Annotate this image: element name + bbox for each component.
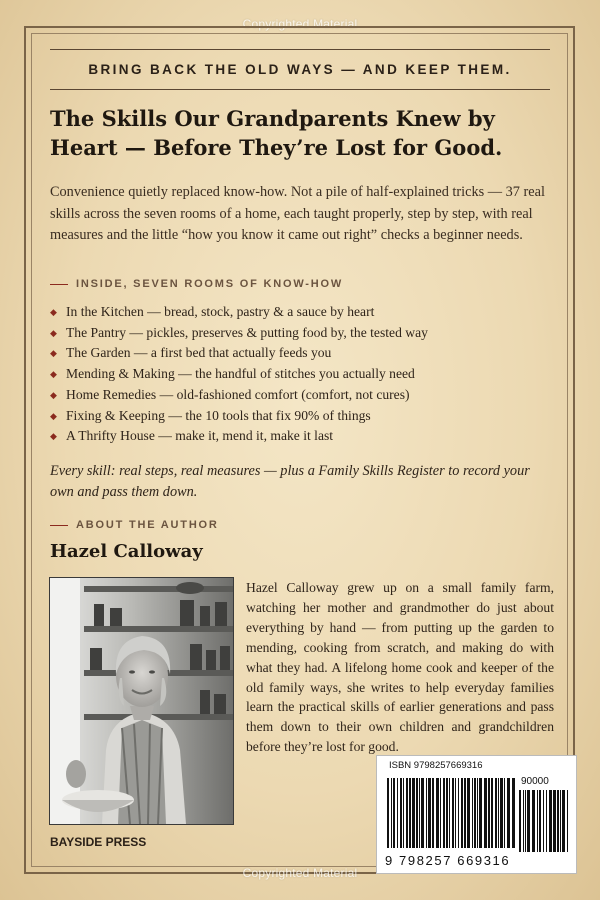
list-item [50,302,555,323]
diamond-bullet-icon: ◆ [50,327,57,338]
barcode-box [376,755,577,874]
author-heading-text: ABOUT THE AUTHOR [76,519,219,531]
list-item-text: In the Kitchen — bread, stock, pastry & a sauce by heart [66,304,375,319]
price-barcode-icon [519,790,569,852]
price-code: 90000 [521,776,549,787]
rooms-list [50,302,555,447]
list-item [50,364,555,385]
headline-line-1: The Skills Our Grandparents Knew by [50,106,495,131]
list-item-text: Fixing & Keeping — the 10 tools that fix 90% of things [66,407,371,423]
inside-heading [50,278,343,290]
list-item [50,406,555,427]
diamond-bullet-icon: ◆ [50,348,57,359]
list-item [50,323,555,344]
list-item-text: Home Remedies — old-fashioned comfort (comfort, not cures) [66,386,410,402]
section-dash [50,525,68,526]
intro-paragraph: Convenience quietly replaced know-how. Not a pile of half-explained tricks — 37 real skills across the seven rooms of a home, each taught properly, step by step, with real measures and the little “how you know it came out right” checks a beginner needs. [50,184,545,243]
diamond-bullet-icon: ◆ [50,369,57,380]
list-item-text: The Pantry — pickles, preserves & putting food by, the tested way [66,324,428,340]
diamond-bullet-icon: ◆ [50,307,57,317]
list-item-text: Mending & Making — the handful of stitches you actually need [66,366,415,382]
publisher-name: BAYSIDE PRESS [50,835,147,849]
author-photo [49,577,234,825]
every-skill-note: Every skill: real steps, real measures — plus a Family Skills Register to record your own and pass them down. [50,463,530,500]
author-portrait-icon [50,578,233,824]
list-item [50,385,555,406]
inside-heading-text: INSIDE, SEVEN ROOMS OF KNOW-HOW [76,278,344,290]
diamond-bullet-icon: ◆ [50,410,57,421]
isbn-label: ISBN 9798257669316 [389,760,483,771]
diamond-bullet-icon: ◆ [50,431,57,442]
watermark-top: Copyrighted Material [242,17,358,31]
list-item [50,426,555,447]
tagline-rule-bottom [50,89,550,90]
barcode-icon [387,778,515,848]
list-item [50,343,555,364]
diamond-bullet-icon: ◆ [50,389,57,400]
author-name: Hazel Calloway [50,541,203,562]
headline [50,104,555,162]
watermark-bottom: Copyrighted Material [242,866,358,880]
headline-line-2: Heart — Before They’re Lost for Good. [50,135,503,160]
list-item-text: A Thrifty House — make it, mend it, make it last [66,428,334,444]
author-heading [50,519,219,531]
tagline: BRING BACK THE OLD WAYS — AND KEEP THEM. [88,62,512,77]
section-dash [50,284,68,285]
list-item-text: The Garden — a first bed that actually feeds you [66,345,332,361]
tagline-rule-top [50,49,550,50]
isbn-digits: 9 798257 669316 [385,853,511,868]
author-bio: Hazel Calloway grew up on a small family farm, watching her mother and grandmother do just about everything by hand — from putting up the garden to mending, cooking from scratch, and making do with what they had. A lifelong home cook and keeper of the old family ways, she writes to help everyday families learn the practical skills of earlier generations and pass them down to their own children and grandchildren before they’re lost for good. [246,580,554,755]
